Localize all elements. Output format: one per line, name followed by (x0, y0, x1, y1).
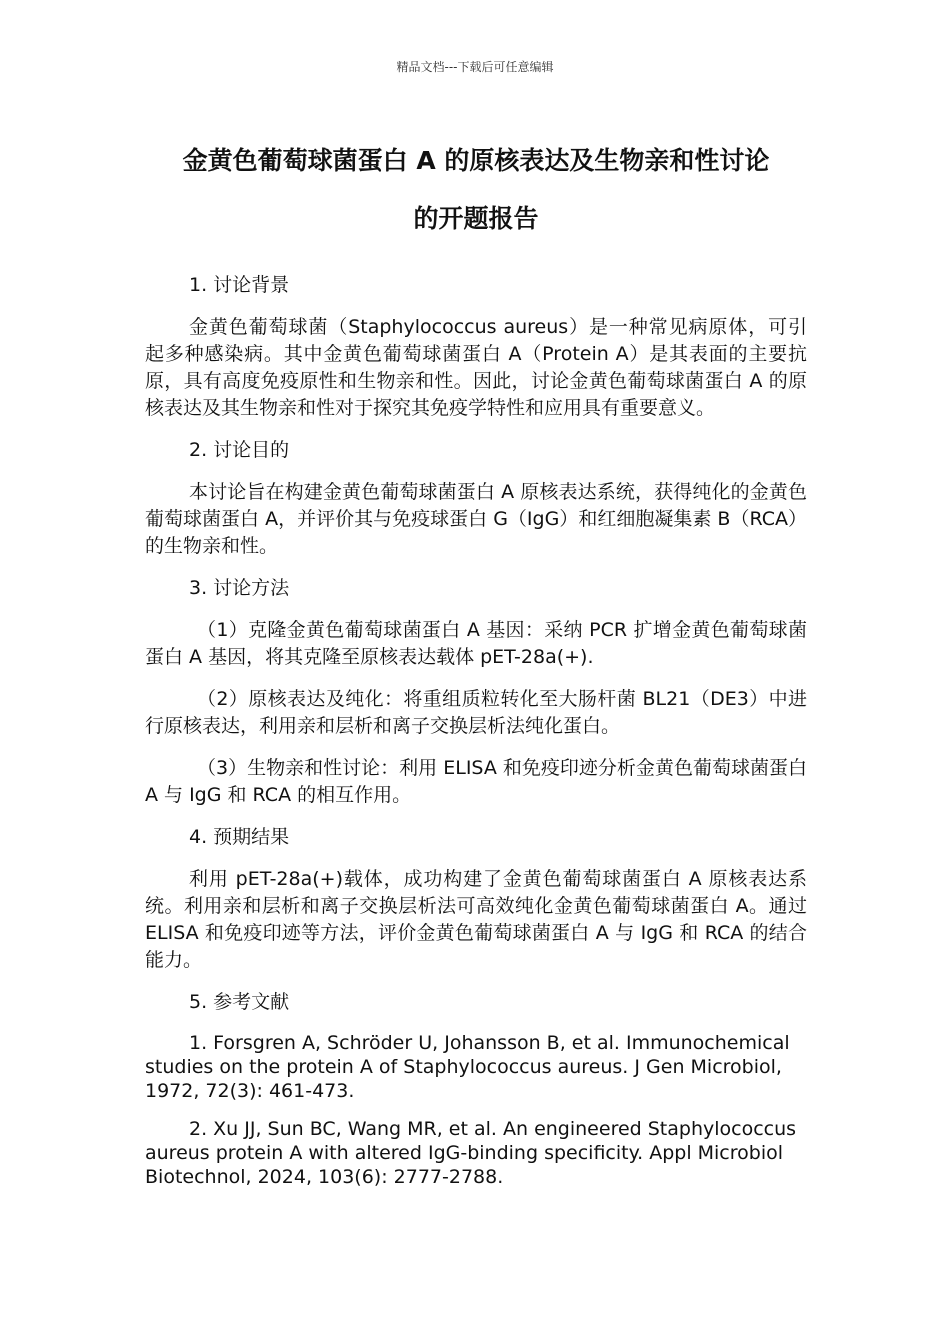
header-note: 精品文档---下载后可任意编辑 (396, 60, 554, 74)
title-line-1: 金黄色葡萄球菌蛋白 A 的原核表达及生物亲和性讨论 (182, 146, 770, 175)
section-heading-background: 1. 讨论背景 (189, 274, 290, 296)
document-body (145, 132, 807, 1203)
section-heading-expected-results: 4. 预期结果 (189, 826, 290, 848)
method-step-1: （1）克隆金黄色葡萄球菌蛋白 A 基因：采纳 PCR 扩增金黄色葡萄球菌蛋白 A 基因，将其克隆至原核表达载体 pET-28a(+). (145, 619, 807, 668)
document-title (145, 132, 807, 248)
reference-item-2: 2. Xu JJ, Sun BC, Wang MR, et al. An engineered Staphylococcus aureus protein A with altered IgG-binding specificity. Appl Microbiol Biotechnol, 2024, 103(6): 2777-2788. (145, 1118, 797, 1188)
method-step-2: （2）原核表达及纯化：将重组质粒转化至大肠杆菌 BL21（DE3）中进行原核表达，利用亲和层析和离子交换层析法纯化蛋白。 (145, 688, 807, 737)
reference-item-1: 1. Forsgren A, Schröder U, Johansson B, et al. Immunochemical studies on the protein A of Staphylococcus aureus. J Gen Microbiol, 1972, 72(3): 461-473. (145, 1032, 790, 1102)
section-heading-methods: 3. 讨论方法 (189, 577, 290, 599)
background-paragraph: 金黄色葡萄球菌（Staphylococcus aureus）是一种常见病原体，可引起多种感染病。其中金黄色葡萄球菌蛋白 A（Protein A）是其表面的主要抗原，具有高度免疫原性和生物亲和性。因此，讨论金黄色葡萄球菌蛋白 A 的原核表达及其生物亲和性对于探究其免疫学特性和应用具有重要意义。 (145, 316, 807, 419)
expected-results-paragraph: 利用 pET-28a(+)载体，成功构建了金黄色葡萄球菌蛋白 A 原核表达系统。利用亲和层析和离子交换层析法可高效纯化金黄色葡萄球菌蛋白 A。通过 ELISA 和免疫印迹等方法，评价金黄色葡萄球菌蛋白 A 与 IgG 和 RCA 的结合能力。 (145, 868, 807, 971)
purpose-paragraph: 本讨论旨在构建金黄色葡萄球菌蛋白 A 原核表达系统，获得纯化的金黄色葡萄球菌蛋白 A，并评价其与免疫球蛋白 G（IgG）和红细胞凝集素 B（RCA）的生物亲和性。 (145, 481, 807, 557)
section-heading-references: 5. 参考文献 (189, 991, 290, 1013)
title-line-2: 的开题报告 (413, 204, 539, 233)
section-heading-purpose: 2. 讨论目的 (189, 439, 290, 461)
method-step-3: （3）生物亲和性讨论：利用 ELISA 和免疫印迹分析金黄色葡萄球菌蛋白 A 与 IgG 和 RCA 的相互作用。 (145, 757, 807, 806)
